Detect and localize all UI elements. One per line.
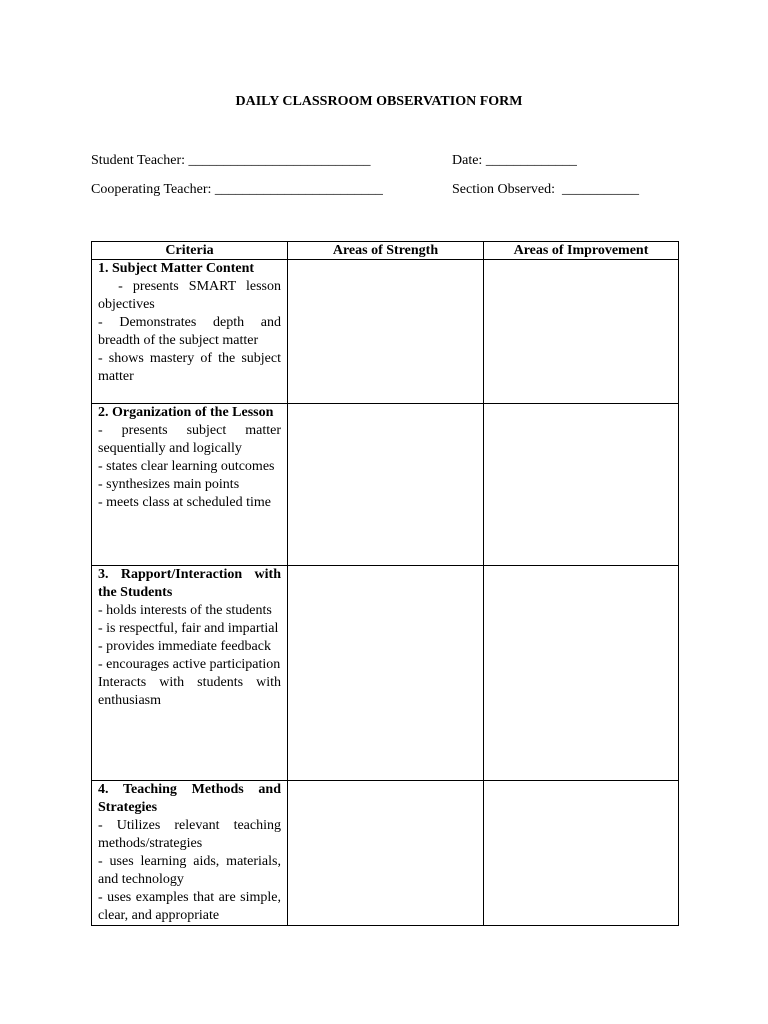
criteria-item: - uses learning aids, materials, and technology [98,854,281,887]
table-row [92,404,679,566]
improvement-cell[interactable] [484,781,679,926]
criteria-heading: 2. Organization of the Lesson [98,405,274,420]
criteria-heading: 1. Subject Matter Content [98,261,255,276]
criteria-heading: 3. Rapport/Interaction with the Students [98,567,281,600]
criteria-item: - synthesizes main points [98,477,240,492]
student-teacher-field: Student Teacher: __________________________ [91,153,371,168]
criteria-item: - shows mastery of the subject matter [98,351,281,384]
criteria-cell [92,781,288,926]
criteria-cell [92,566,288,781]
header-areas-of-improvement: Areas of Improvement [484,242,679,260]
table-row [92,260,679,404]
improvement-cell[interactable] [484,404,679,566]
criteria-item: Interacts with students with enthusiasm [98,675,281,708]
criteria-item: - encourages active participation [98,657,281,672]
criteria-item: - presents subject matter sequentially and logically [98,423,281,456]
improvement-cell[interactable] [484,260,679,404]
criteria-item: - Demonstrates depth and breadth of the subject matter [98,315,281,348]
criteria-heading: 4. Teaching Methods and Strategies [98,782,281,815]
criteria-item: - presents SMART lesson objectives [98,279,285,312]
section-observed-field: Section Observed: ___________ [452,182,640,197]
strength-cell[interactable] [288,404,484,566]
date-field: Date: _____________ [452,153,577,168]
criteria-cell [92,404,288,566]
criteria-item: - is respectful, fair and impartial [98,621,279,636]
criteria-item: - holds interests of the students [98,603,272,618]
criteria-item: - uses examples that are simple, clear, and appropriate [98,890,281,923]
strength-cell[interactable] [288,260,484,404]
cooperating-teacher-field: Cooperating Teacher: ________________________ [91,182,383,197]
strength-cell[interactable] [288,566,484,781]
table-header-row [92,242,679,260]
improvement-cell[interactable] [484,566,679,781]
header-criteria: Criteria [92,242,288,260]
header-areas-of-strength: Areas of Strength [288,242,484,260]
strength-cell[interactable] [288,781,484,926]
table-row [92,781,679,926]
criteria-item: - provides immediate feedback [98,639,271,654]
criteria-item: - meets class at scheduled time [98,495,271,510]
criteria-item: - Utilizes relevant teaching methods/strategies [98,818,281,851]
page-title: DAILY CLASSROOM OBSERVATION FORM [235,94,523,109]
criteria-cell [92,260,288,404]
criteria-item: - states clear learning outcomes [98,459,275,474]
observation-table [91,241,679,926]
table-row [92,566,679,781]
